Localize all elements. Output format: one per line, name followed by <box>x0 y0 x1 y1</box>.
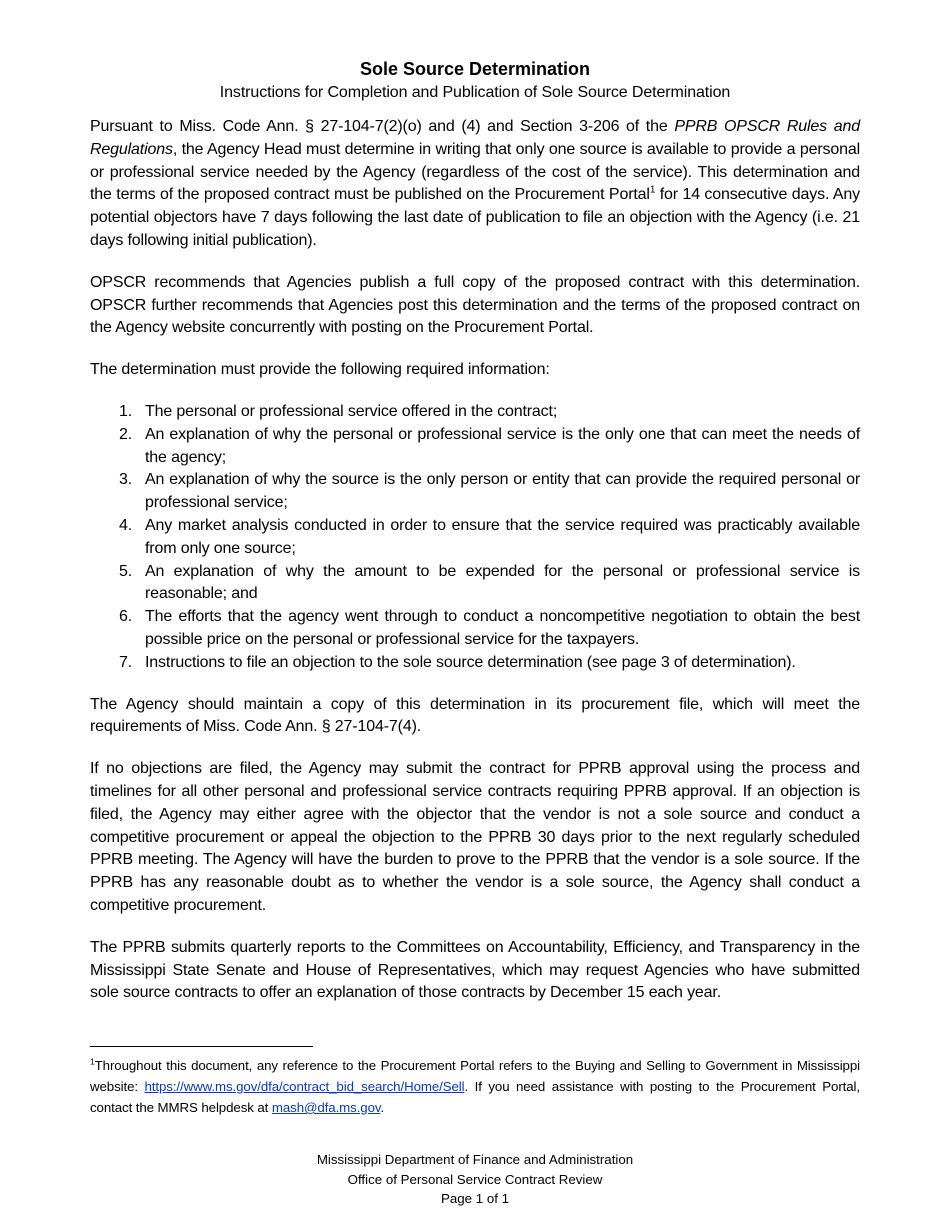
list-item <box>90 469 860 515</box>
list-item-number: 1. <box>119 402 133 420</box>
required-info-intro: The determination must provide the following required information: <box>90 361 550 379</box>
footer-department: Mississippi Department of Finance and Administration <box>316 1152 634 1167</box>
page-title: Sole Source Determination <box>359 59 591 79</box>
list-item-text: The personal or professional service offered in the contract; <box>145 402 558 420</box>
helpdesk-email-link[interactable]: mash@dfa.ms.gov <box>271 1100 381 1115</box>
list-item-text: An explanation of why the source is the only person or entity that can provide the required personal or professional service; <box>145 471 860 512</box>
intro-text-1: Pursuant to Miss. Code Ann. § 27-104-7(2)(o) and (4) and Section 3-206 of the <box>90 118 675 135</box>
list-item <box>90 561 860 607</box>
intro-paragraph <box>90 116 860 253</box>
list-item <box>90 652 860 675</box>
list-item <box>90 401 860 424</box>
required-info-list <box>90 401 860 675</box>
maintain-copy-paragraph: The Agency should maintain a copy of this determination in its procurement file, which will meet the requirements of Miss. Code Ann. § 27-104-7(4). <box>90 695 860 736</box>
footnote-reference: 1 <box>649 185 656 197</box>
list-item <box>90 424 860 470</box>
footer-page-number: Page 1 of 1 <box>440 1191 510 1206</box>
rules-title: PPRB OPSCR Rules and Regulations <box>90 118 860 158</box>
intro-text-3: for 14 consecutive days. Any potential objectors have 7 days following the last date of publication to file an objection with the Agency (i.e. 21 days following initial publication). <box>90 186 860 249</box>
page-subtitle: Instructions for Completion and Publication of Sole Source Determination <box>219 84 731 101</box>
list-item-number: 7. <box>119 653 133 671</box>
list-item-number: 4. <box>119 516 133 534</box>
footnote-text-1: Throughout this document, any reference to the Procurement Portal refers to the Buying and Selling to Government in Mississippi website: <box>90 1058 860 1094</box>
footnote <box>90 1055 860 1118</box>
list-item-number: 6. <box>119 608 133 626</box>
list-item-text: Instructions to file an objection to the sole source determination (see page 3 of determination). <box>145 653 796 671</box>
list-item <box>90 606 860 652</box>
list-item-text: Any market analysis conducted in order to ensure that the service required was practicably available from only one source; <box>145 516 860 557</box>
footnote-text-2: . If you need assistance with posting to the Procurement Portal, contact the MMRS helpdesk at <box>90 1079 860 1115</box>
list-item <box>90 515 860 561</box>
list-item-number: 2. <box>119 425 133 443</box>
document-body <box>90 57 860 1005</box>
list-item-text: An explanation of why the amount to be expended for the personal or professional service is reasonable; and <box>145 562 860 603</box>
footer-office: Office of Personal Service Contract Review <box>347 1171 603 1187</box>
list-item-number: 3. <box>119 471 133 489</box>
footnote-text-3: . <box>380 1100 385 1115</box>
recommendation-paragraph: OPSCR recommends that Agencies publish a full copy of the proposed contract with this determination. OPSCR further recommends that Agencies post this determination and the terms of the proposed contract on the Agency website concurrently with posting on the Procurement Portal. <box>90 273 860 337</box>
procurement-portal-link[interactable]: https://www.ms.gov/dfa/contract_bid_search/Home/Sell <box>144 1079 465 1094</box>
list-item-text: The efforts that the agency went through to conduct a noncompetitive negotiation to obtain the best possible price on the personal or professional service for the taxpayers. <box>145 608 860 648</box>
reports-paragraph: The PPRB submits quarterly reports to the Committees on Accountability, Efficiency, and Transparency in the Mississippi State Senate and House of Representatives, which may request Agencies who have submitted sole source contracts to offer an explanation of those contracts by December 15 each year. <box>90 938 860 1002</box>
list-item-text: An explanation of why the personal or professional service is the only one that can meet the needs of the agency; <box>145 425 860 466</box>
intro-text-2: , the Agency Head must determine in writing that only one source is available to provide a personal or professional service needed by the Agency (regardless of the cost of the service). This determination and the terms of the proposed contract must be published on the Procurement Portal <box>90 140 860 204</box>
objections-paragraph: If no objections are filed, the Agency may submit the contract for PPRB approval using the process and timelines for all other personal and professional service contracts requiring PPRB approval. If an objection is filed, the Agency may either agree with the objector that the vendor is not a sole source and conduct a competitive procurement or appeal the objection to the PPRB 30 days prior to the next regularly scheduled PPRB meeting. The Agency will have the burden to prove to the PPRB that the vendor is a sole source. If the PPRB has any reasonable doubt as to whether the vendor is a sole source, the Agency shall conduct a competitive procurement. <box>90 760 860 914</box>
footnote-marker: 1 <box>90 1056 95 1067</box>
list-item-number: 5. <box>119 562 133 580</box>
footnote-divider <box>90 1046 313 1047</box>
page-footer <box>0 1150 950 1209</box>
